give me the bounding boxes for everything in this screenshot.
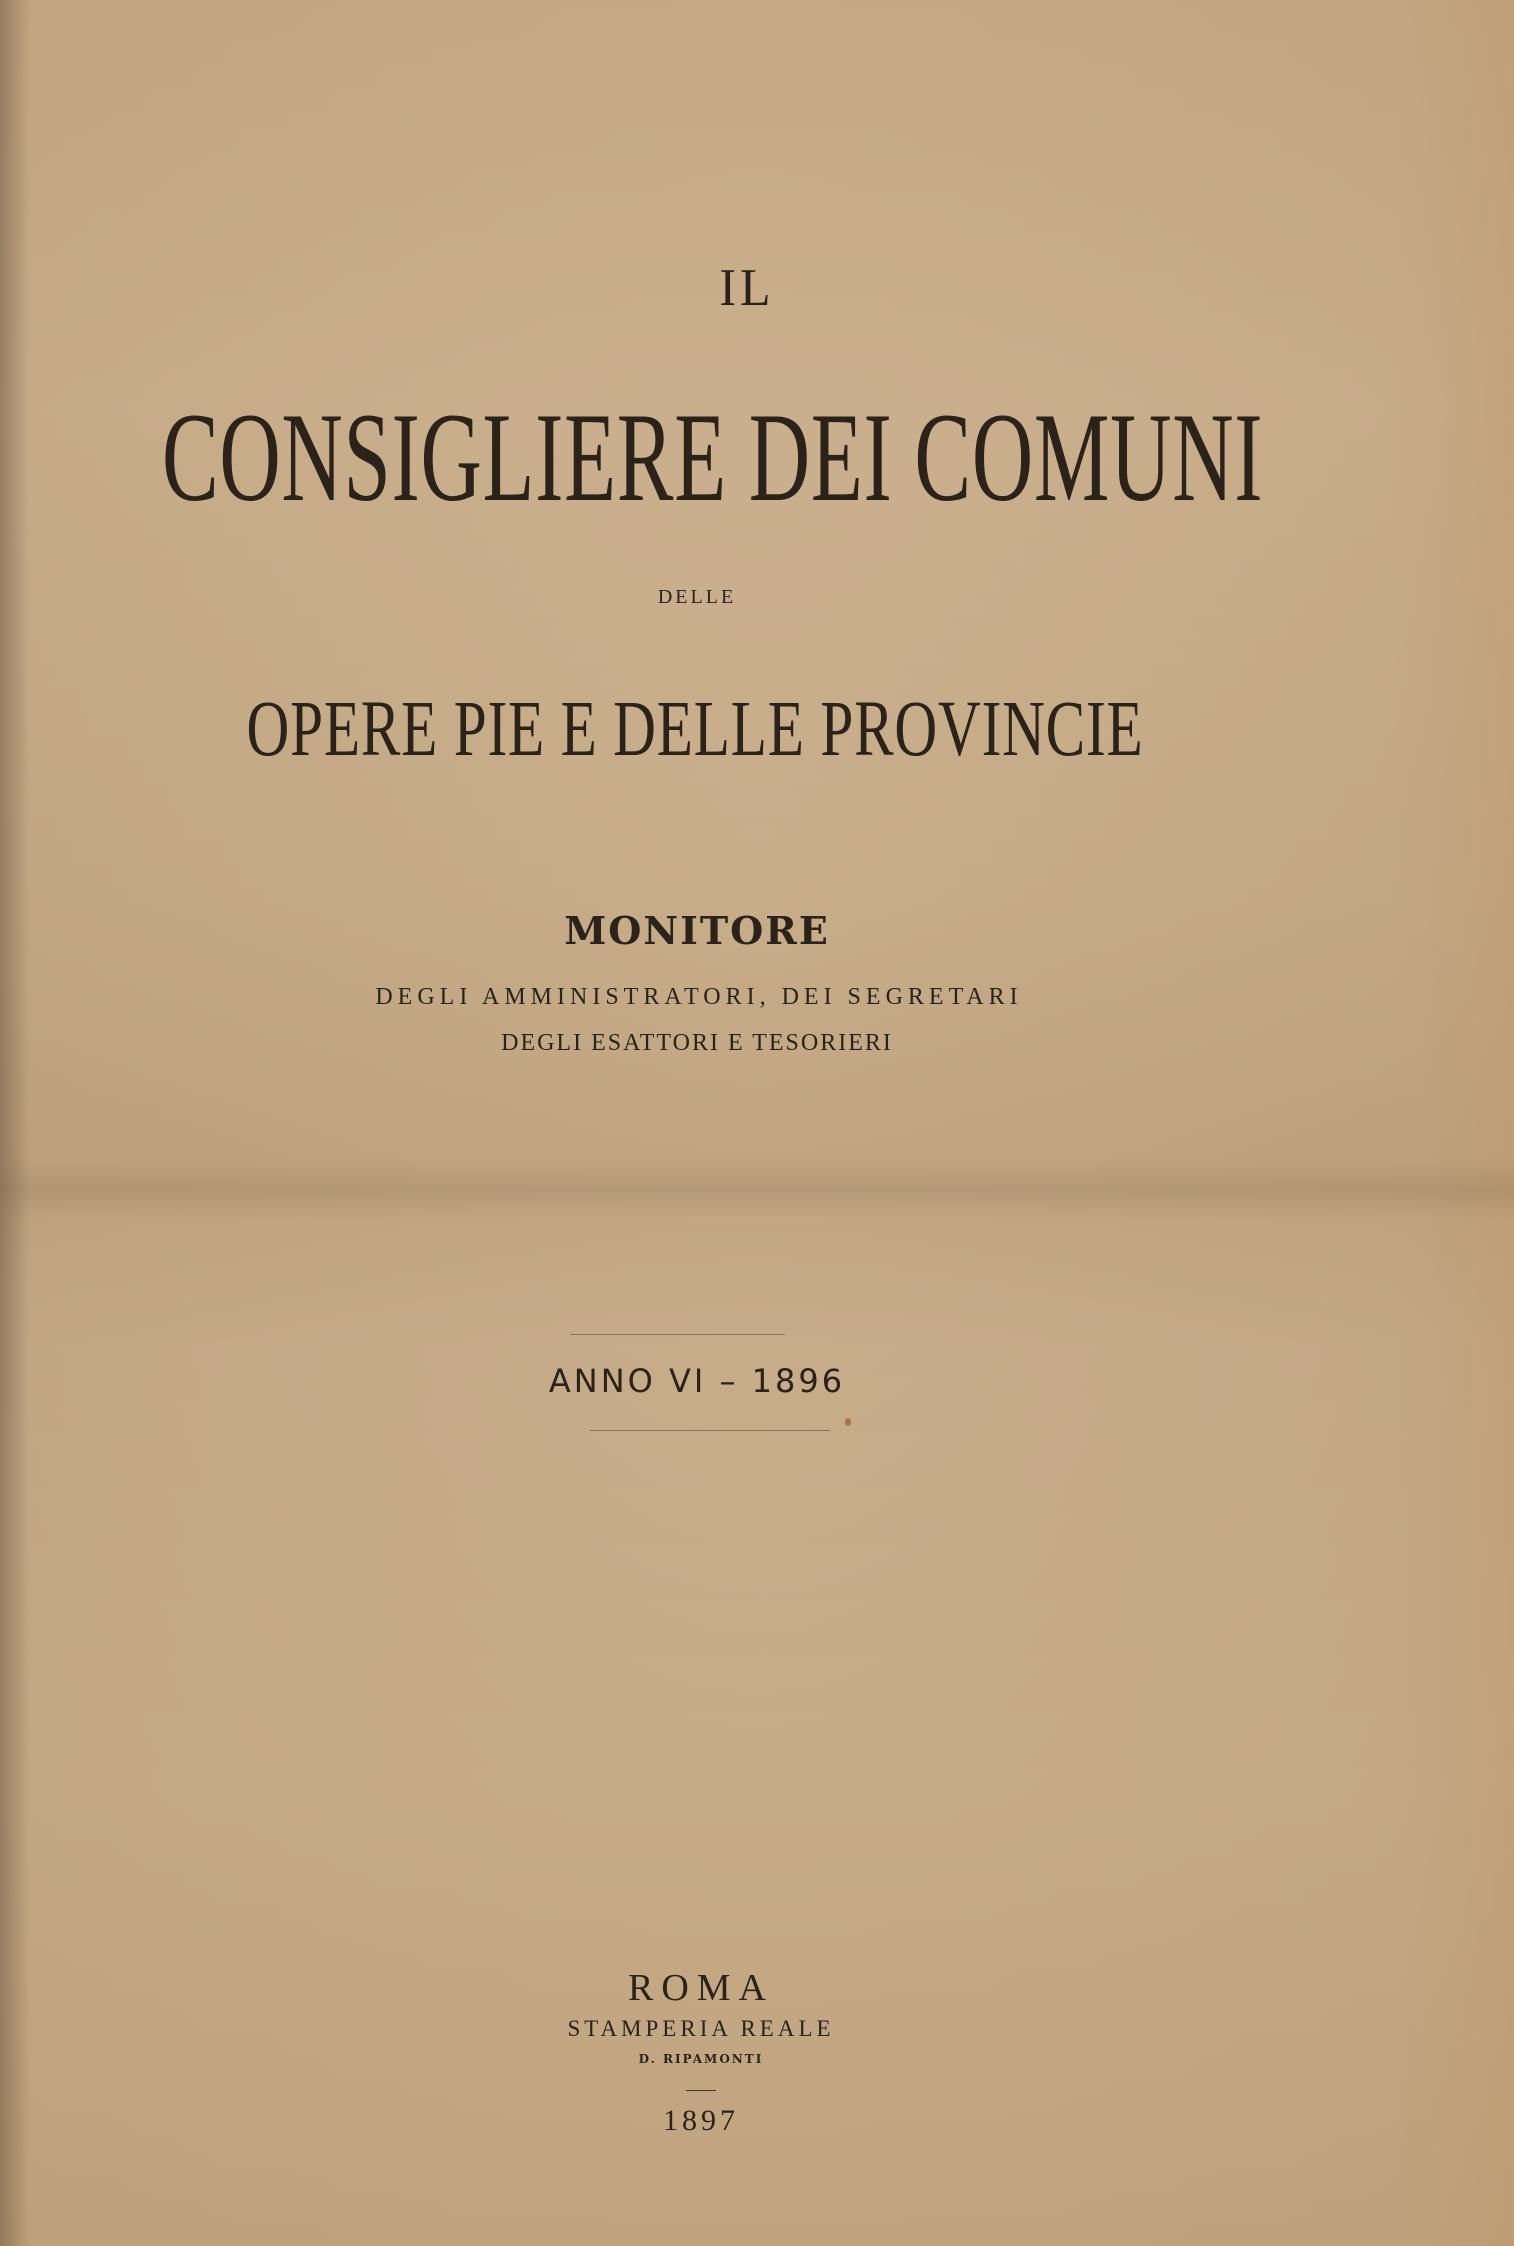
volume-label: ANNO VI – 1896 xyxy=(548,1362,846,1400)
page-right-tint xyxy=(1394,0,1514,2246)
imprint-rule xyxy=(686,2090,716,2091)
imprint-printer: STAMPERIA REALE xyxy=(567,2016,835,2041)
title-article: IL xyxy=(719,257,775,317)
page-fold xyxy=(0,1160,1514,1220)
subtitle-heading: MONITORE xyxy=(564,908,830,953)
imprint-year: 1897 xyxy=(663,2104,739,2137)
volume-rule-top xyxy=(570,1334,785,1335)
imprint-city: ROMA xyxy=(627,1967,775,2009)
subtitle-line-2: DEGLI ESATTORI E TESORIERI xyxy=(501,1030,893,1056)
page-left-shadow xyxy=(0,0,30,2246)
title-secondary: OPERE PIE E DELLE PROVINCIE xyxy=(246,684,1144,774)
subtitle-line-1: DEGLI AMMINISTRATORI, DEI SEGRETARI xyxy=(375,984,1023,1010)
volume-rule-bottom xyxy=(590,1430,830,1431)
title-main: CONSIGLIERE DEI COMUNI xyxy=(161,386,1264,529)
imprint-proprietor: D. RIPAMONTI xyxy=(638,2052,764,2066)
title-connector: DELLE xyxy=(657,586,737,608)
paper-stain xyxy=(845,1418,851,1426)
